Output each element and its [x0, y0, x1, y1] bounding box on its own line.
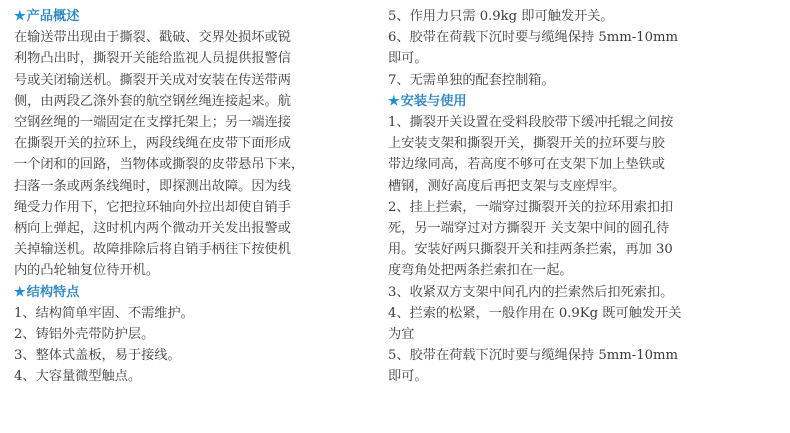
install-line: 2、挂上拦索，一端穿过撕裂开关的拉环用索扣扣: [388, 199, 674, 215]
overview-line: 号或关闭输送机。撕裂开关成对安装在传送带两: [14, 72, 291, 88]
install-line: 5、胶带在荷载下沉时要与缆绳保持 5mm-10mm: [388, 348, 679, 364]
overview-line: 绳受力作用下，它把拉环轴向外拉出却使自销手: [14, 199, 291, 215]
install-heading: [388, 91, 728, 112]
install-line: 3、收紧双方支架中间孔内的拦索然后扣死索扣。: [388, 284, 674, 300]
install-line: 槽钢，测好高度后再把支架与支座焊牢。: [388, 178, 626, 194]
features-heading: [14, 282, 360, 303]
overview-line: 一个闭和的回路，当物体或撕裂的皮带悬吊下来，: [14, 157, 305, 173]
install-line: 度弯角处把两条拦索扣在一起。: [388, 263, 573, 279]
overview-line: 扫落一条或两条线绳时，即探测出故障。因为线: [14, 178, 291, 194]
install-line: 即可。: [388, 369, 428, 385]
feature-item: 7、无需单独的配套控制箱。: [388, 72, 555, 88]
feature-item: 即可。: [388, 51, 428, 67]
install-line: 用。安装好两只撕裂开关和挂两条拦索，再加 30: [388, 242, 673, 258]
feature-item: 3、整体式盖板，易于接线。: [14, 348, 181, 364]
install-line: 4、拦索的松紧，一般作用在 0.9Kg 既可触发开关: [388, 305, 682, 321]
features-title: 结构特点: [26, 284, 80, 300]
star-icon: ★: [14, 284, 26, 300]
overview-heading: [14, 6, 360, 27]
overview-line: 在撕裂开关的拉环上，两段线绳在皮带下面形成: [14, 136, 291, 152]
overview-line: 关掉输送机。故障排除后将自销手柄往下按使机: [14, 242, 291, 258]
install-line: 1、撕裂开关设置在受料段胶带下缓冲托辊之间按: [388, 115, 674, 131]
overview-line: 空钢丝绳的一端固定在支撑托架上；另一端连接: [14, 115, 291, 131]
feature-item: 2、铸铝外壳带防护层。: [14, 327, 155, 343]
feature-item: 4、大容量微型触点。: [14, 369, 142, 385]
overview-line: 在输送带出现由于撕裂、戳破、交界处损坏或锐: [14, 30, 291, 46]
overview-line: 侧，由两段乙涤外套的航空钢丝绳连接起来。航: [14, 93, 291, 109]
left-column: [14, 6, 360, 388]
star-icon: ★: [14, 9, 26, 24]
install-title: 安装与使用: [400, 93, 467, 109]
overview-line: 柄向上弹起，这时机内两个微动开关发出报警或: [14, 221, 291, 237]
overview-line: 利物凸出时，撕裂开关能给监视人员提供报警信: [14, 51, 291, 67]
install-line: 上安装支架和撕裂开关，撕裂开关的拉环要与胶: [388, 136, 665, 152]
install-line: 为宜: [388, 327, 415, 343]
overview-title: 产品概述: [26, 9, 80, 24]
feature-item: 5、作用力只需 0.9kg 即可触发开关。: [388, 9, 614, 24]
feature-item: 1、结构简单牢固、不需维护。: [14, 305, 194, 321]
feature-item: 6、胶带在荷载下沉时要与缆绳保持 5mm-10mm: [388, 30, 679, 46]
right-column: [388, 6, 728, 388]
overview-line: 内的凸轮轴复位待开机。: [14, 263, 160, 279]
install-line: 死，另一端穿过对方撕裂开 关支架中间的圆孔待: [388, 221, 670, 237]
install-line: 带边缘同高，若高度不够可在支架下加上垫铁或: [388, 157, 665, 173]
star-icon: ★: [388, 93, 400, 109]
